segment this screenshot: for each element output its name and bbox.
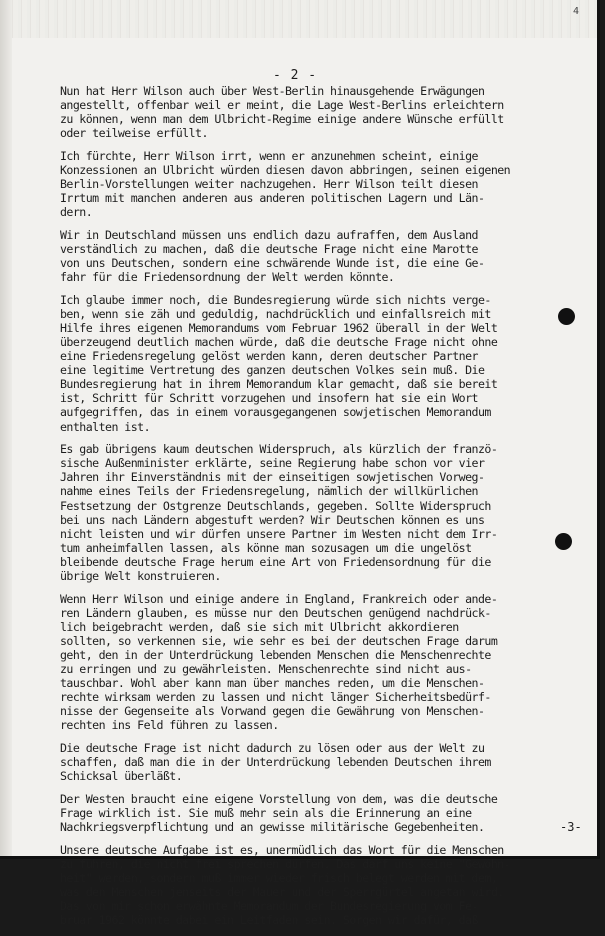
text-line: zu können, wenn man dem Ulbricht-Regime einige andere Wünsche erfüllt [60,112,504,127]
text-line: Ich glaube immer noch, die Bundesregierung würde sich nichts verge- [60,292,491,307]
paragraph [60,442,588,583]
paragraph [60,843,588,928]
text-line: Unsere deutsche Aufgabe ist es, unermüdlich das Wort für die Menschen [60,842,504,857]
text-line: rechten ins Feld führen zu lassen. [60,718,279,733]
text-line: von uns Deutschen, sondern eine schwärende Wunde ist, die eine Ge- [60,256,485,271]
text-line: ben, wenn sie zäh und geduldig, nachdrücklich und einfallsreich mit [60,306,491,321]
text-line: Das von mir schon erwähnte Memorandum der Bundesregierung vom Fe- [60,898,478,913]
text-line: zu führen, die nicht frei sprechen dürfen. Das darf uns keine "Gewohn- [60,856,511,871]
text-line: angestellt, offenbar weil er meint, die Lage West-Berlins erleichtern [60,98,504,113]
text-line: Schicksal überläßt. [60,769,183,784]
paragraph [60,84,588,140]
text-line: rechte wirksam werden zu lassen und nicht länger Sicherheitsbedürf- [60,690,491,705]
text-line: bruar 1962 könnte dabei ein Leitfaden sein. Sorgen wir dafür, daß [60,913,478,928]
text-line: geht, den in der Unterdrückung lebenden Menschen die Menschenrechte [60,647,491,662]
page-number: - 2 - [273,68,318,83]
text-line: Jahren ihr Einverständnis mit der einseitigen sowjetischen Vorweg- [60,470,485,485]
text-line: ist, Schritt für Schritt vorzugehen und insofern hat sie ein Wort [60,391,478,406]
text-line: nicht leisten und wir dürfen unsere Partner im Westen nicht dem Irr- [60,526,498,541]
text-line: was den Menschen jenseits der Mauer und der Sperrgürtel angetan wird. [60,884,504,899]
text-line: Konzessionen an Ulbricht würden diesen davon abbringen, seinen eigenen [60,162,511,177]
text-line: Wenn Herr Wilson und einige andere in England, Frankreich oder ande- [60,591,498,606]
page-left-shadow [0,0,12,856]
text-line: Bundesregierung hat in ihrem Memorandum klar gemacht, daß sie bereit [60,377,498,392]
text-line: dern. [60,205,93,220]
text-line: bei uns nach Ländern abgestuft werden? Wir Deutschen können es uns [60,512,485,527]
text-line: nisse der Gegenseite als Vorwand gegen die Gewährung von Menschen- [60,704,485,719]
text-line: fahr für die Friedensordnung der Welt werden könnte. [60,270,395,285]
text-line: schaffen, daß man die in der Unterdrückung lebenden Deutschen ihrem [60,755,491,770]
text-line: Nun hat Herr Wilson auch über West-Berlin hinausgehende Erwägungen [60,84,485,98]
text-line: bleibende deutsche Frage herum eine Art von Friedensordnung für die [60,554,491,569]
text-line: lich beigebracht werden, daß sie sich mit Ulbricht akkordieren [60,619,459,634]
text-line: Berlin-Vorstellungen weiter nachzugehen. Herr Wilson teilt diesen [60,177,478,192]
text-line: Ich fürchte, Herr Wilson irrt, wenn er anzunehmen scheint, einige [60,148,478,163]
text-line: ren Ländern glauben, es müsse nur den Deutschen genügend nachdrück- [60,605,491,620]
text-line: Festsetzung der Ostgrenze Deutschlands, gegeben. Sollte Widerspruch [60,498,491,513]
text-line: Hilfe ihres eigenen Memorandums vom Februar 1962 überall in der Welt [60,320,498,335]
text-line: Es gab übrigens kaum deutschen Widerspruch, als kürzlich der franzö- [60,442,498,457]
text-line: Der Westen braucht eine eigene Vorstellung von dem, was die deutsche [60,791,498,806]
text-line: Frage wirklich ist. Sie muß mehr sein als die Erinnerung an eine [60,805,472,820]
page-top-shadow [0,0,597,38]
text-line: Die deutsche Frage ist nicht dadurch zu lösen oder aus der Welt zu [60,741,485,756]
text-line: zu erringen und zu gewährleisten. Menschenrechte sind nicht aus- [60,662,472,677]
text-line: enthalten ist. [60,419,151,434]
paragraph [60,592,588,733]
text-line: sische Außenminister erklärte, seine Regierung habe schon vor vier [60,456,485,471]
paragraph [60,293,588,434]
corner-mark: 4 [572,6,579,17]
text-line: Nachkriegsverpflichtung und an gewisse militärische Gegebenheiten. [60,820,485,834]
text-line: tauschbar. Wohl aber kann man über manches reden, um die Menschen- [60,676,485,691]
text-line: oder teilweise erfüllt. [60,126,208,141]
text-line: überzeugend deutlich machen würde, daß die deutsche Frage nicht ohne [60,335,498,349]
text-line: sollten, so verkennen sie, wie sehr es bei der deutschen Frage darum [60,633,498,648]
paragraph [60,792,588,834]
punch-hole-mark [555,533,572,550]
next-page-marker: -3- [560,820,582,834]
text-line: heit" werden, sondern muß immer wieder frisch belegt werden mit dem, [60,870,498,885]
text-line: nahme eines Teils der Friedensregelung, nämlich der willkürlichen [60,484,478,499]
text-line: verständlich zu machen, daß die deutsche Frage nicht eine Marotte [60,241,478,256]
body-text [60,84,588,936]
paragraph [60,149,588,219]
text-line: eine legitime Vertretung des ganzen deutschen Volkes sein muß. Die [60,363,485,378]
text-line: Irrtum mit manchen anderen aus anderen politischen Lagern und Län- [60,191,485,206]
paragraph [60,228,588,284]
paragraph [60,741,588,783]
punch-hole-mark [558,308,575,325]
text-line: aufgegriffen, das in einem vorausgegangenen sowjetischen Memorandum [60,405,491,420]
text-line: tum anheimfallen lassen, als könne man sozusagen um die ungelöst [60,540,472,555]
text-line: eine Friedensregelung gelöst werden kann, deren deutscher Partner [60,349,478,364]
text-line: Wir in Deutschland müssen uns endlich dazu aufraffen, dem Ausland [60,227,478,242]
text-line: übrige Welt konstruieren. [60,569,221,583]
